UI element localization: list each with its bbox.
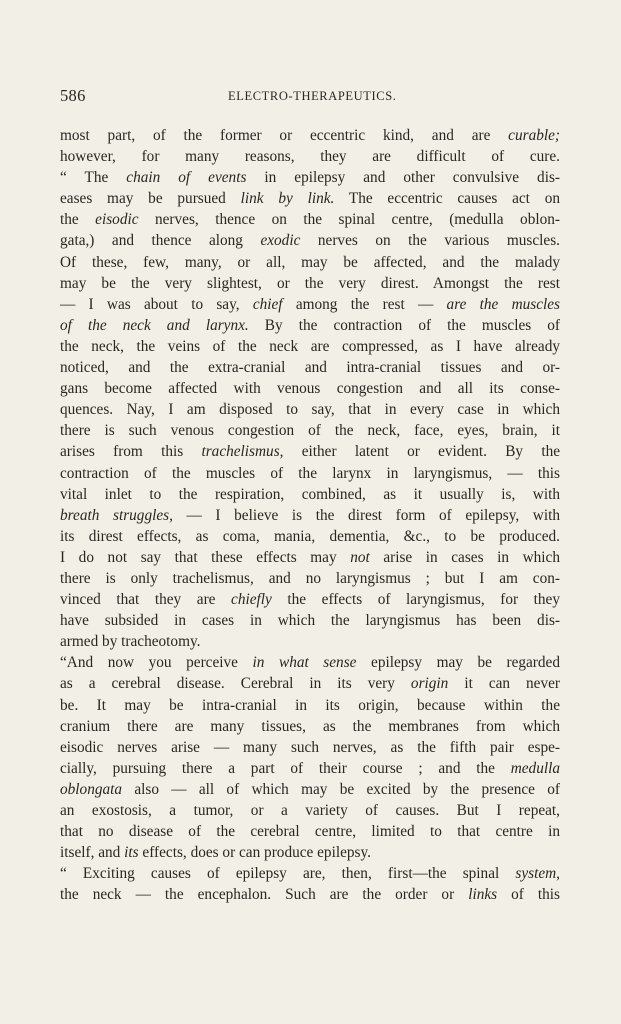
italic-text: eisodic — [95, 211, 139, 229]
text-run: noticed, and the extra-cranial and intra-cranial tissues and or- — [60, 359, 560, 377]
text-line — [60, 884, 560, 905]
text-line — [60, 716, 560, 737]
text-run: the — [60, 211, 96, 229]
text-run: arises from this — [60, 443, 202, 461]
text-line — [60, 568, 560, 589]
italic-text: oblongata — [60, 780, 123, 798]
italic-text: breath struggles, — [60, 506, 173, 524]
text-run: among the rest — — [282, 295, 447, 313]
text-line — [60, 378, 560, 399]
text-run: most part, of the former or eccentric kind, and are — [60, 127, 509, 144]
text-run: epilepsy may be regarded — [356, 654, 560, 672]
text-line — [60, 294, 560, 315]
text-run: “And now you perceive — [60, 654, 253, 672]
text-line — [60, 547, 560, 568]
text-line — [60, 315, 560, 336]
text-line — [60, 610, 560, 631]
text-run: — I was about to say, — [60, 295, 253, 313]
text-line — [60, 589, 560, 610]
text-line — [60, 420, 560, 441]
italic-text: system, — [515, 865, 560, 883]
italic-text: of the neck and larynx. — [60, 316, 249, 334]
text-line — [60, 336, 560, 357]
text-run: cranium there are many tissues, as the membranes from which — [60, 717, 560, 735]
text-run: armed by tracheotomy. — [60, 633, 201, 651]
text-line — [60, 800, 560, 821]
text-line — [60, 842, 560, 863]
italic-text: chain of events — [126, 169, 247, 187]
italic-text: link by link. — [240, 190, 335, 208]
text-run: The eccentric causes act on — [334, 190, 561, 208]
text-line — [60, 779, 560, 800]
italic-text: origin — [410, 675, 449, 693]
text-line — [60, 652, 560, 673]
text-run: there is only trachelismus, and no laryngismus ; but I am con- — [60, 569, 560, 587]
text-run: By the contraction of the muscles of — [248, 316, 561, 334]
italic-text: links — [468, 886, 498, 904]
text-run: either latent or evident. By the — [283, 443, 561, 461]
text-line — [60, 146, 560, 167]
text-run: contraction of the muscles of the larynx in laryngismus, — this — [60, 464, 560, 482]
text-run: nerves, thence on the spinal centre, (medulla oblon- — [138, 211, 560, 229]
text-run: of this — [497, 886, 560, 904]
text-run: be. It may be intra-cranial in its origin, because within the — [60, 696, 560, 714]
italic-text: curable; — [508, 127, 560, 144]
text-run: gans become affected with venous congestion and all its conse- — [60, 380, 560, 398]
text-line — [60, 125, 560, 146]
italic-text: its — [124, 844, 139, 862]
text-run: I do not say that these effects may — [60, 548, 351, 566]
text-run: vital inlet to the respiration, combined, as it usually is, with — [60, 485, 560, 503]
text-run: that no disease of the cerebral centre, limited to that centre in — [60, 823, 560, 841]
text-run: eisodic nerves arise — many such nerves, as the fifth pair espe- — [60, 738, 560, 756]
text-line — [60, 673, 560, 694]
text-run: in epilepsy and other convulsive dis- — [246, 169, 560, 187]
text-run: also — all of which may be excited by the presence of — [122, 780, 560, 798]
text-run: itself, and — [60, 844, 125, 862]
text-run: the effects of laryngismus, for they — [271, 591, 560, 609]
page-header — [60, 86, 560, 108]
text-run: nerves on the various muscles. — [300, 232, 560, 250]
text-run: effects, does or can produce epilepsy. — [138, 844, 371, 862]
text-run: its direst effects, as coma, mania, dementia, &c., to be produced. — [60, 527, 560, 545]
italic-text: chief — [252, 295, 283, 313]
text-line — [60, 863, 560, 884]
text-line — [60, 167, 560, 188]
text-line — [60, 357, 560, 378]
text-line — [60, 695, 560, 716]
text-run: eases may be pursued — [60, 190, 241, 208]
text-run: “ The — [60, 169, 127, 187]
text-run: there is such venous congestion of the neck, face, eyes, brain, it — [60, 422, 560, 440]
text-line — [60, 631, 560, 652]
text-line — [60, 484, 560, 505]
text-run: arise in cases in which — [369, 548, 560, 566]
body-text — [60, 125, 560, 905]
text-run: it can never — [448, 675, 561, 693]
text-line — [60, 273, 560, 294]
text-run: as a cerebral disease. Cerebral in its very — [60, 675, 411, 693]
text-run: may be the very slightest, or the very direst. Amongst the rest — [60, 274, 560, 292]
text-line — [60, 737, 560, 758]
italic-text: chiefly — [231, 591, 272, 609]
italic-text: trachelismus, — [201, 443, 284, 461]
text-line — [60, 441, 560, 462]
text-run: gata,) and thence along — [60, 232, 261, 250]
text-line — [60, 399, 560, 420]
text-line — [60, 505, 560, 526]
text-line — [60, 188, 560, 209]
text-run: cially, pursuing there a part of their course ; and the — [60, 759, 511, 777]
text-line — [60, 758, 560, 779]
italic-text: in what sense — [252, 654, 357, 672]
text-line — [60, 526, 560, 547]
text-run: the neck, the veins of the neck are compressed, as I have already — [60, 337, 560, 355]
text-run: “ Exciting causes of epilepsy are, then, first—the spinal — [60, 865, 516, 883]
text-line — [60, 209, 560, 230]
text-line — [60, 252, 560, 273]
text-run: Of these, few, many, or all, may be affected, and the malady — [60, 253, 560, 271]
running-head: ELECTRO-THERAPEUTICS. — [228, 89, 397, 103]
text-run: quences. Nay, I am disposed to say, that in every case in which — [60, 401, 560, 419]
text-run: — I believe is the direst form of epilepsy, with — [172, 506, 560, 524]
text-line — [60, 821, 560, 842]
italic-text: are the muscles — [446, 295, 560, 313]
text-run: an exostosis, a tumor, or a variety of causes. But I repeat, — [60, 802, 560, 819]
page-number: 586 — [60, 86, 86, 105]
text-run: the neck — the encephalon. Such are the order or — [60, 886, 469, 904]
italic-text: medulla — [510, 759, 560, 777]
italic-text: exodic — [260, 232, 301, 250]
italic-text: not — [350, 548, 370, 566]
text-line — [60, 230, 560, 251]
text-run: have subsided in cases in which the laryngismus has been dis- — [60, 612, 560, 630]
text-run: vinced that they are — [60, 591, 232, 609]
text-run: however, for many reasons, they are difficult of cure. — [60, 148, 560, 166]
text-line — [60, 463, 560, 484]
